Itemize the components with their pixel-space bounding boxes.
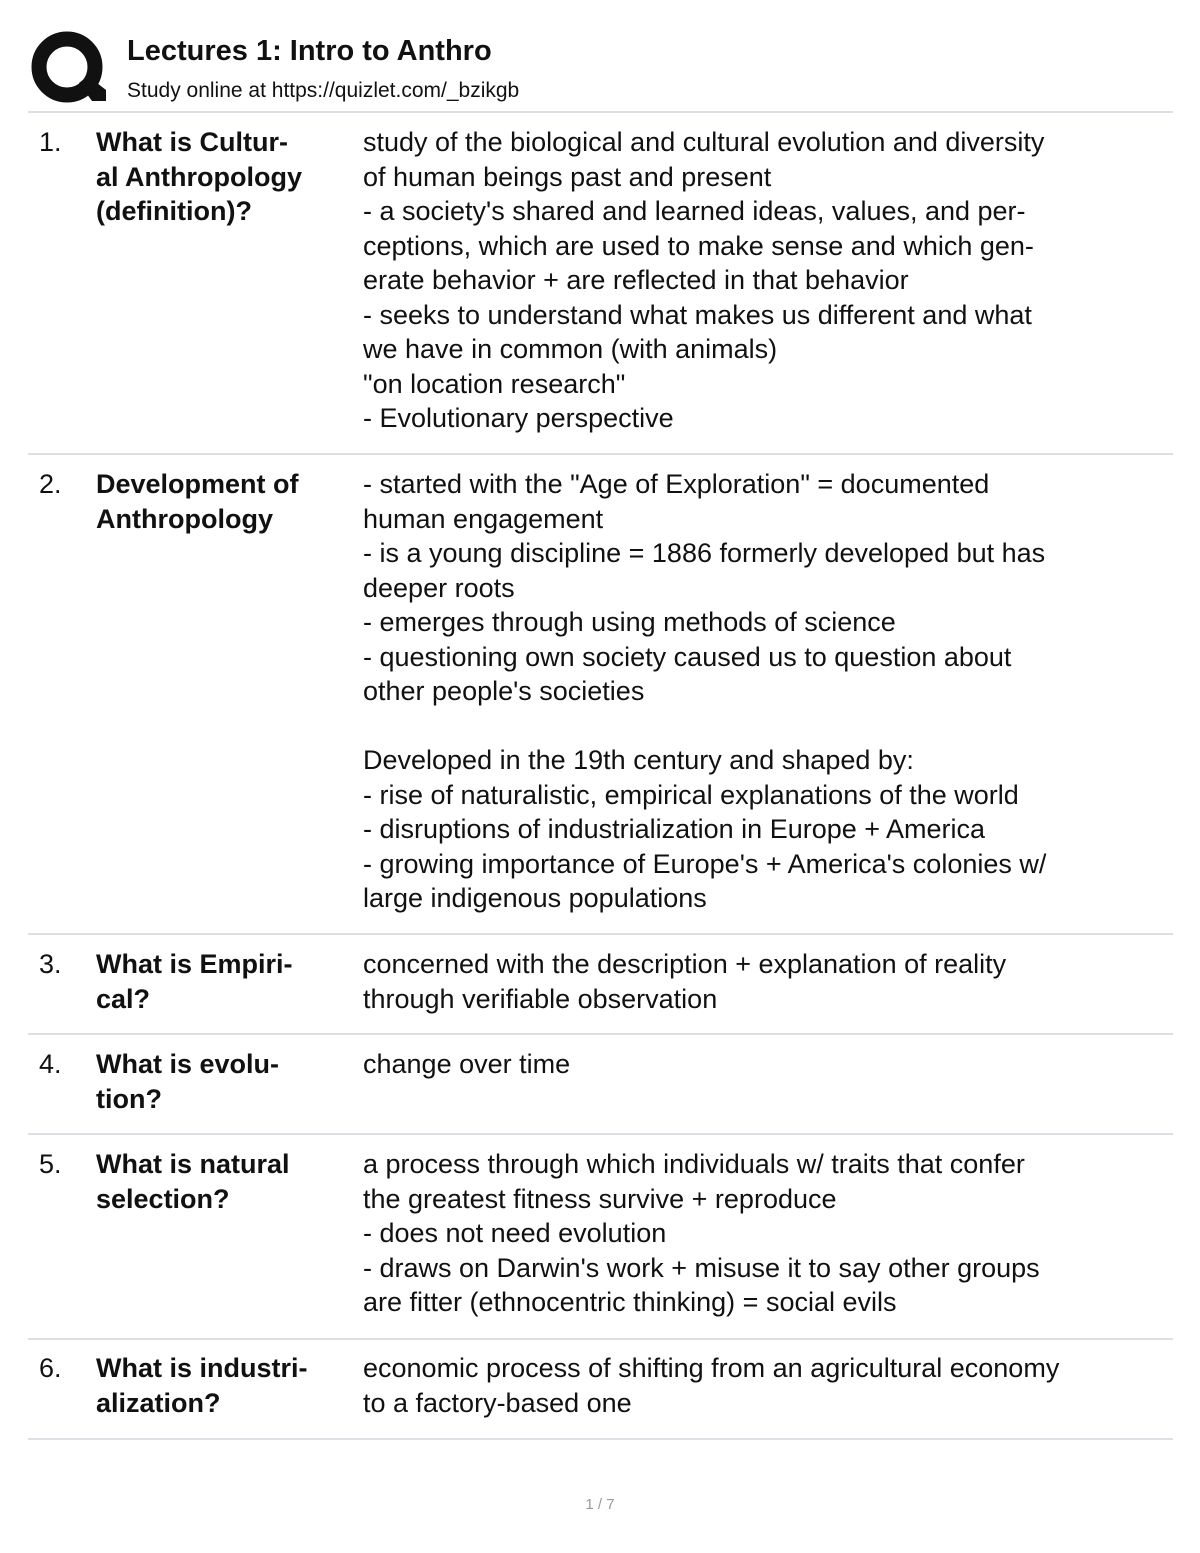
card-number: 2.: [39, 469, 62, 499]
study-online-link[interactable]: Study online at https://quizlet.com/_bzikgb: [127, 79, 520, 102]
card-definition: - started with the "Age of Exploration" = documented human engagement - is a young discipline = 1886 formerly developed but has deeper roots - emerges through using methods of science - questioning own society caused us to question about other people's societies Developed in the 19th century and shaped by: - rise of naturalistic, empirical explanations of the world - disruptions of industrialization in Europe + America - growing importance of Europe's + America's colonies w/ large indigenous populations: [363, 469, 1047, 913]
card-term: What is natural selection?: [96, 1149, 290, 1214]
card-divider: [28, 1338, 1173, 1340]
header-divider: [28, 111, 1173, 113]
card-divider: [28, 933, 1173, 935]
card-term: What is Cultur- al Anthropology (definition)?: [96, 127, 302, 226]
card-definition: a process through which individuals w/ traits that confer the greatest fitness survive + reproduce - does not need evolution - draws on Darwin's work + misuse it to say other groups are fitter (ethnocentric thinking) = social evils: [363, 1149, 1040, 1317]
card-divider: [28, 1133, 1173, 1135]
page-title: Lectures 1: Intro to Anthro: [127, 35, 492, 67]
card-term: Development of Anthropology: [96, 469, 299, 534]
card-term: What is evolu- tion?: [96, 1049, 280, 1114]
card-divider: [28, 1438, 1173, 1440]
card-definition: concerned with the description + explanation of reality through verifiable observation: [363, 949, 1007, 1014]
card-definition: study of the biological and cultural evolution and diversity of human beings past and present - a society's shared and learned ideas, values, and per- ceptions, which are used to make sense and which gen- erate behavior + are reflected in that behavior - seeks to understand what makes us different and what we have in common (with animals) "on location research" - Evolutionary perspective: [363, 127, 1045, 433]
quizlet-logo-icon: [30, 30, 106, 106]
page-number: 1 / 7: [585, 1496, 615, 1513]
card-term: What is industri- alization?: [96, 1353, 308, 1418]
card-number: 4.: [39, 1049, 62, 1079]
card-divider: [28, 453, 1173, 455]
card-number: 6.: [39, 1353, 62, 1383]
card-definition: change over time: [363, 1049, 571, 1079]
card-definition: economic process of shifting from an agricultural economy to a factory-based one: [363, 1353, 1060, 1418]
card-number: 1.: [39, 127, 62, 157]
card-number: 3.: [39, 949, 62, 979]
card-term: What is Empiri- cal?: [96, 949, 293, 1014]
card-divider: [28, 1033, 1173, 1035]
card-number: 5.: [39, 1149, 62, 1179]
